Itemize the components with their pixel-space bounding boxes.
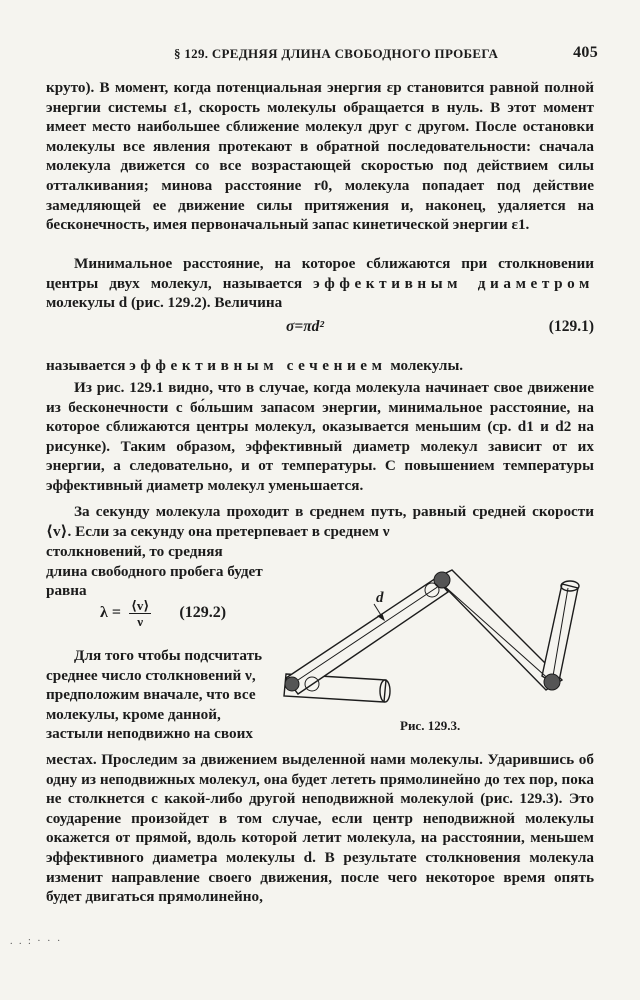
footer-marks: . . : · · · [10,936,63,947]
formula-2-fraction [129,598,151,629]
paragraph-6-rest: местах. Проследим за движением выделенной нами молекулы. Ударившись об одну из неподвижных молекул, она будет лететь прямолинейно до тех пор, пока не столкнется с какой-либо другой неподвижной молекулой (рис. 129.3). Это соударение произойдет в том случае, если центр неподвижной молекулы окажется от прямой, вдоль которой летит молекула, на расстоянии, меньшем эффективного диаметра молекулы d. В результате столкновения молекула изменит направление своего движения, после чего некоторое время опять будет двигаться прямолинейно, [46,751,594,906]
molecule-2 [434,572,450,588]
formula-2-numerator: ⟨v⟩ [130,598,150,613]
molecule-3 [544,674,560,690]
header-title: § 129. СРЕДНЯЯ ДЛИНА СВОБОДНОГО ПРОБЕГА [174,46,499,61]
formula-1-number: (129.1) [548,318,594,335]
term-effective-diameter: эффективным диаметром [313,274,594,292]
paragraph-1: круто). В момент, когда потенциальная энергия εp становится равной полной энергии системы ε1, скорость молекулы обращается в нуль. В этот момент имеет место наибольшее сближение молекул друг с другом. После остановки молекулы все явления протекают в обратной последовательности: сначала молекула движется со все возрастающей скоростью под действием силы отталкивания; минова расстояние r0, молекула попадает под действие замедляющей ее движение силы притяжения и, наконец, удаляется на бесконечность, имея первоначальный запас кинетической энергии ε1. [46,79,594,234]
p2-before: Минимальное расстояние, на которое сближаются при столкновении центры двух молекул, называется [46,255,594,292]
term-effective-cross-section: эффективным сечением [129,357,387,374]
formula-2-denominator: ν [137,614,144,629]
figure-label-d: d [376,590,384,606]
molecule-1 [285,677,299,691]
paragraph-5: За секунду молекула проходит в среднем путь, равный средней скорости ⟨v⟩. Если за секунду она претерпевает в среднем ν [46,503,594,540]
formula-129-2 [100,598,226,629]
formula-2-number: (129.2) [179,604,227,622]
figure-caption: Рис. 129.3. [400,718,461,733]
paragraph-6-wrap: Для того чтобы подсчитать среднее число столкновений ν, предположим вначале, что все молекулы, кроме данной, застыли неподвижно на своих [46,647,263,743]
formula-2-lhs: λ = [100,604,121,622]
page-number: 405 [573,44,598,61]
formula-1-expression: σ=πd² [286,318,325,335]
p3-before: называется [46,357,126,374]
p2-after: молекулы d (рис. 129.2). Величина [46,294,283,312]
p3-after: молекулы. [390,357,464,374]
paragraph-4: Из рис. 129.1 видно, что в случае, когда молекула начинает свое движение из бесконечности с бо́льшим запасом энергии, минимальное расстояние, на которое сближаются центры молекул, оказывается меньшим (ср. d1 и d2 на рисунке). Таким образом, эффективный диаметр молекул зависит от их энергии, а следовательно, и от температуры. С повышением температуры эффективный диаметр молекул уменьшается. [46,379,594,494]
paragraph-5-wrap: столкновений, то средняя длина свободного пробега будет равна [46,543,263,600]
formula-129-1 [46,318,594,338]
paragraph-3 [46,356,594,376]
cylinder-2 [286,578,448,694]
paragraph-2 [46,254,594,313]
